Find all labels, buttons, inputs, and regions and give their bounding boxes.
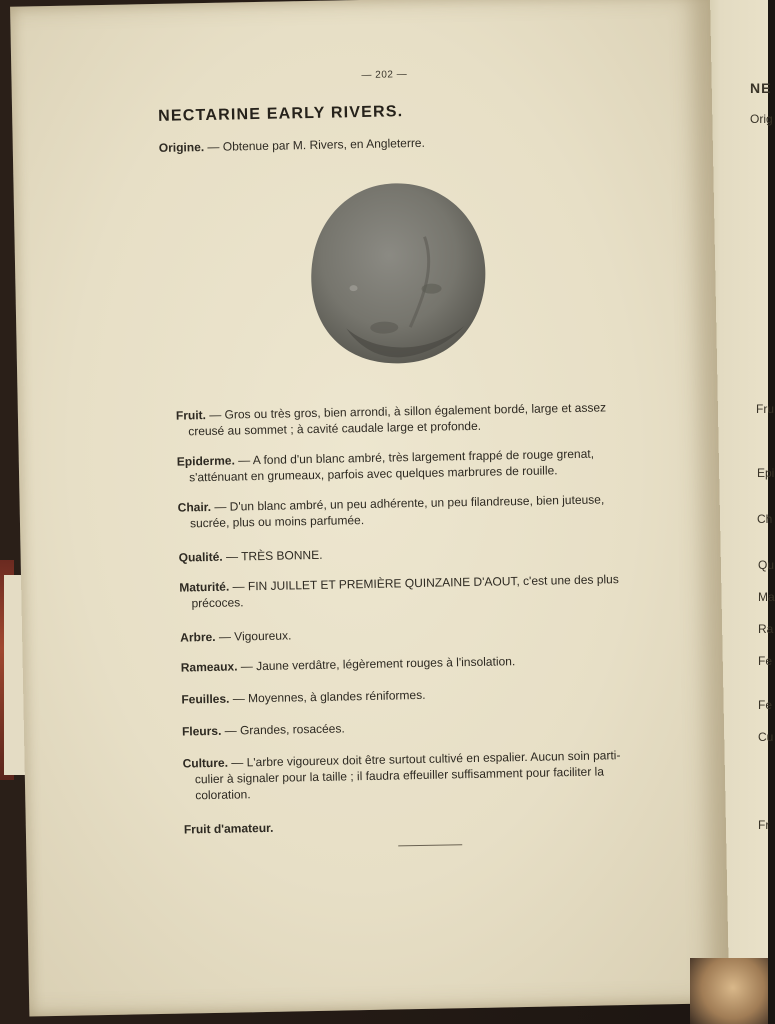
entry-text: — Vigoureux. — [215, 628, 292, 644]
nectarine-photo — [303, 176, 491, 369]
entry-text-continued: sucrée, plus ou moins parfumée. — [189, 513, 365, 531]
facing-page-fragment: Fr — [758, 818, 770, 832]
facing-page-fragment: Orig — [750, 112, 773, 126]
entry-fruit — [176, 399, 647, 440]
entry-text: — FIN JUILLET ET PREMIÈRE QUINZAINE D'AOUT, c'est une des plus — [229, 572, 619, 594]
entry-text-continued: culier à signaler pour la taille ; il faudra effeuiller suffisamment pour faciliter la — [194, 764, 605, 787]
entry-label: Fruit. — [175, 408, 207, 423]
entry-text-continued: précoces. — [191, 595, 244, 611]
page-title: NECTARINE EARLY RIVERS. — [158, 103, 404, 125]
facing-page-fragment: Fe — [758, 698, 773, 712]
page-number: — 202 — — [361, 69, 408, 81]
entry-text: — Jaune verdâtre, légèrement rouges à l'insolation. — [237, 654, 516, 674]
entry-label: Culture. — [182, 755, 229, 771]
photographer-thumb — [690, 958, 768, 1024]
entry-label: Feuilles. — [181, 691, 230, 707]
entry-fruit-amateur — [184, 813, 654, 838]
origin-text: — Obtenue par M. Rivers, en Angleterre. — [204, 135, 426, 155]
entry-label: Arbre. — [180, 629, 216, 645]
facing-page-fragment: Ma — [758, 590, 775, 604]
entry-chair — [178, 491, 649, 532]
facing-page-fragment: Epi — [757, 466, 775, 480]
entry-text: — L'arbre vigoureux doit être surtout cultivé en espalier. Aucun soin parti- — [227, 748, 621, 770]
entry-qualite — [179, 541, 649, 566]
entry-text-continued: creusé au sommet ; à cavité caudale large et profonde. — [188, 418, 482, 439]
facing-page-fragment: Cu — [758, 730, 774, 744]
entry-arbre — [180, 621, 650, 646]
entry-label: Fleurs. — [181, 723, 222, 739]
entry-text: — Grandes, rosacées. — [221, 721, 345, 738]
entry-text: — TRÈS BONNE. — [222, 547, 323, 564]
origin-line — [159, 136, 425, 155]
facing-page-fragment: Fe — [758, 654, 773, 668]
entry-rameaux — [181, 651, 651, 676]
entry-label: Chair. — [177, 499, 212, 515]
entry-fleurs — [182, 715, 652, 740]
entry-label: Rameaux. — [180, 659, 238, 675]
book-page — [10, 0, 729, 1017]
entry-label: Qualité. — [178, 549, 223, 565]
entry-label: Epiderme. — [176, 453, 235, 469]
entry-text-continued: s'atténuant en grumeaux, parfois avec quelques marbrures de rouille. — [188, 463, 558, 485]
entry-text-continued: coloration. — [195, 787, 251, 803]
entry-label: Fruit d'amateur. — [183, 820, 274, 837]
entry-text: — Moyennes, à glandes réniformes. — [229, 687, 426, 706]
facing-page-fragment: Qu — [758, 558, 775, 572]
facing-page-fragment: Fru — [756, 402, 774, 416]
entry-label: Maturité. — [179, 579, 230, 595]
entry-text: — D'un blanc ambré, un peu adhérente, un peu filandreuse, bien juteuse, — [210, 492, 605, 514]
facing-page-fragment: Ra — [758, 622, 774, 636]
entry-text: — A fond d'un blanc ambré, très largement frappé de rouge grenat, — [234, 446, 595, 468]
origin-label: Origine. — [158, 140, 205, 155]
facing-page-fragment: Ch — [757, 512, 773, 526]
entry-epiderme — [177, 445, 648, 486]
entry-feuilles — [181, 683, 651, 708]
facing-page-title-fragment: NE — [750, 80, 772, 96]
entry-maturite — [179, 571, 650, 612]
entry-text: — Gros ou très gros, bien arrondi, à sillon également bordé, large et assez — [205, 400, 607, 423]
end-rule — [398, 844, 462, 846]
entry-culture — [182, 747, 653, 804]
